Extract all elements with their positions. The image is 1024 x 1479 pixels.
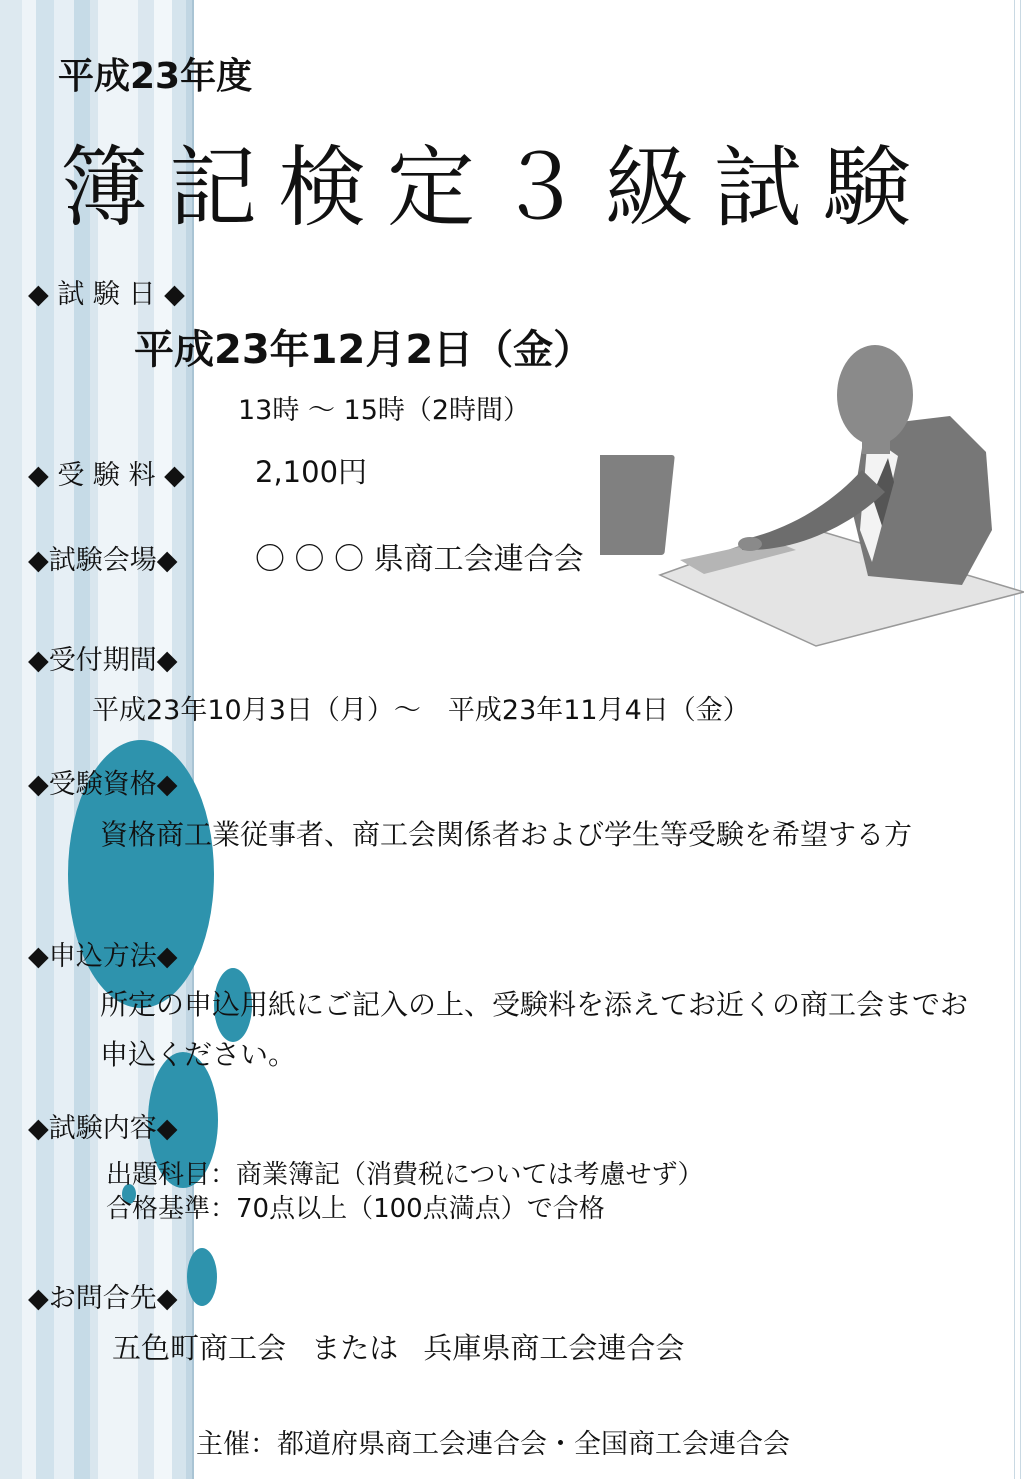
organizer: 主催：都道府県商工会連合会・全国商工会連合会: [196, 1429, 790, 1460]
fee-label: ◆ 受 験 料 ◆: [28, 460, 185, 491]
content-label: ◆試験内容◆: [28, 1113, 178, 1144]
fiscal-year: 平成23年度: [58, 56, 253, 97]
fee-value: 2,100円: [255, 455, 368, 489]
exam-date: 平成23年12月2日（金）: [134, 327, 594, 373]
page-title: 簿記検定３級試験: [60, 136, 933, 239]
exam-subject: 出題科目：商業簿記（消費税については考慮せず）: [106, 1160, 704, 1190]
decorative-right-border: [1012, 0, 1024, 1479]
eligibility-text: 資格商工業従事者、商工会関係者および学生等受験を希望する方: [100, 818, 913, 851]
pass-criteria: 合格基準：70点以上（100点満点）で合格: [106, 1194, 605, 1224]
inquiry-label: ◆お問合先◆: [28, 1283, 178, 1314]
exam-time: 13時 〜 15時（2時間）: [238, 395, 531, 426]
eligibility-label: ◆受験資格◆: [28, 769, 178, 800]
venue-value: 〇 〇 〇 県商工会連合会: [255, 542, 584, 577]
application-label: ◆申込方法◆: [28, 941, 178, 972]
venue-label: ◆試験会場◆: [28, 545, 178, 576]
reception-period-label: ◆受付期間◆: [28, 645, 178, 676]
reception-period: 平成23年10月3日（月）〜 平成23年11月4日（金）: [92, 695, 750, 726]
businessman-laptop-illustration: [600, 330, 1024, 650]
exam-content: [106, 1158, 703, 1226]
exam-date-label: ◆ 試 験 日 ◆: [28, 279, 185, 310]
application-text: 所定の申込用紙にご記入の上、受験料を添えてお近くの商工会までお申込ください。: [100, 988, 969, 1071]
inquiry-contacts: 五色町商工会 または 兵庫県商工会連合会: [112, 1331, 685, 1365]
